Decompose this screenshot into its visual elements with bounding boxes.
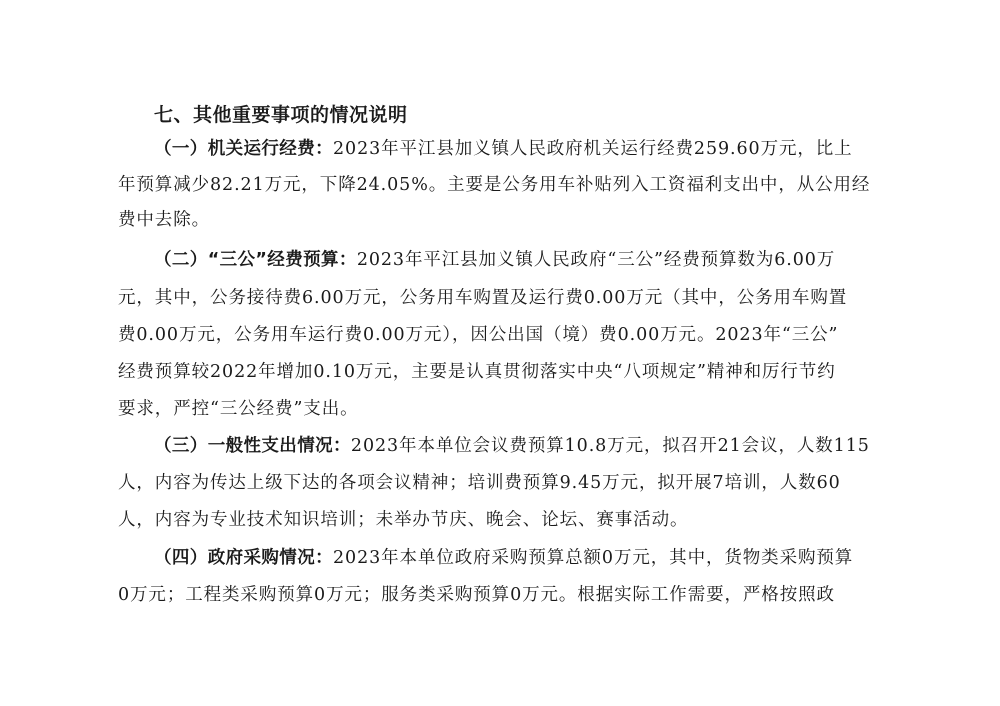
paragraph-text: 经费预算较2022年增加0.10万元，主要是认真贯彻落实中央“八项规定”精神和厉行节约: [118, 362, 836, 382]
paragraph-text: 费中去除。: [118, 210, 210, 230]
paragraph-text: 0万元；工程类采购预算0万元；服务类采购预算0万元。根据实际工作需要，严格按照政: [118, 585, 835, 605]
paragraph-operating-expenses-line-1: [154, 134, 853, 164]
section-heading: 七、其他重要事项的情况说明: [154, 104, 408, 126]
paragraph-text: 费0.00万元，公务用车运行费0.00万元），因公出国（境）费0.00万元。2023年“三公”: [118, 325, 839, 345]
paragraph-text: 2023年平江县加义镇人民政府机关运行经费259.60万元，比上: [333, 139, 853, 159]
paragraph-text: 要求，严控“三公经费”支出。: [118, 399, 359, 419]
paragraph-label: （三）一般性支出情况：: [154, 436, 351, 456]
paragraph-text: 2023年平江县加义镇人民政府“三公”经费预算数为6.00万: [356, 250, 836, 270]
paragraph-three-public-expenses-line-1: [154, 245, 835, 275]
paragraph-general-expenditure-line-1: [154, 431, 870, 461]
paragraph-government-procurement-line-1: [154, 543, 853, 573]
paragraph-text: 人，内容为传达上级下达的各项会议精神；培训费预算9.45万元，拟开展7培训，人数60: [118, 473, 841, 493]
paragraph-text: 2023年本单位会议费预算10.8万元，拟召开21会议，人数115: [350, 436, 870, 456]
paragraph-text: 2023年本单位政府采购预算总额0万元，其中，货物类采购预算: [333, 548, 854, 568]
paragraph-label: （二）“三公”经费预算：: [154, 250, 357, 270]
paragraph-label: （四）政府采购情况：: [154, 548, 333, 568]
paragraph-label: （一）机关运行经费：: [154, 139, 333, 159]
paragraph-text: 人，内容为专业技术知识培训；未举办节庆、晚会、论坛、赛事活动。: [118, 510, 689, 530]
paragraph-text: 元，其中，公务接待费6.00万元，公务用车购置及运行费0.00万元（其中，公务用车购置: [118, 288, 848, 308]
paragraph-text: 年预算减少82.21万元，下降24.05%。主要是公务用车补贴列入工资福利支出中，从公用经: [118, 175, 871, 195]
